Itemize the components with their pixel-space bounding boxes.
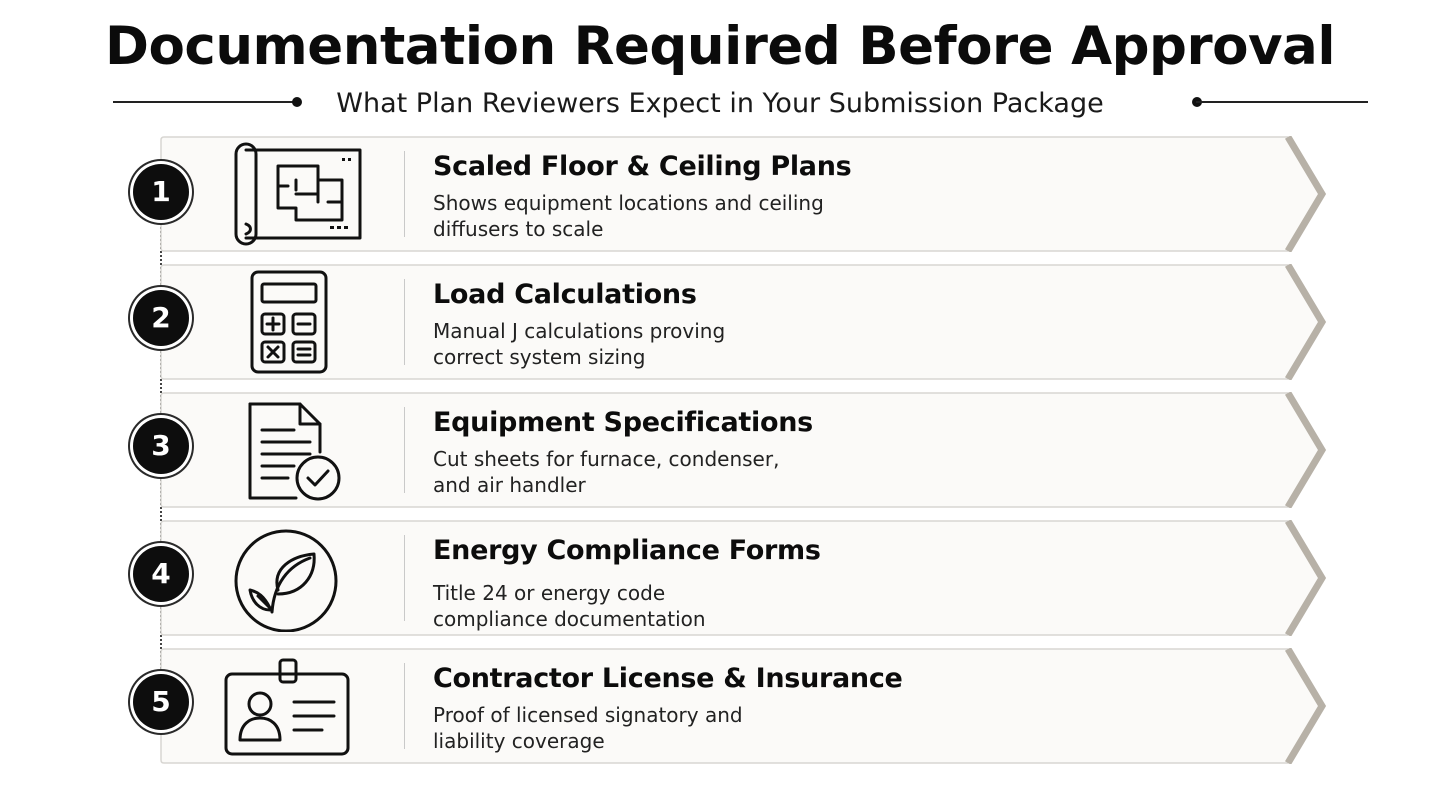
row-divider (404, 151, 405, 237)
item-description-line: Title 24 or energy code (433, 581, 666, 605)
step-number-badge: 4 (133, 546, 189, 602)
row-divider (404, 535, 405, 621)
list-item-load-calculations (0, 264, 1440, 380)
floor-plan-icon (222, 140, 362, 248)
page-title: Documentation Required Before Approval (105, 16, 1335, 77)
item-description (433, 702, 903, 754)
item-description (433, 190, 903, 242)
list-item-energy-compliance (0, 520, 1440, 636)
item-description-line: Proof of licensed signatory and (433, 703, 743, 727)
id-badge-icon (222, 652, 362, 760)
item-heading: Equipment Specifications (433, 407, 813, 438)
calculator-icon (222, 268, 362, 376)
item-heading: Load Calculations (433, 279, 697, 310)
document-check-icon (222, 396, 362, 504)
step-number-badge: 1 (133, 164, 189, 220)
item-description-line: correct system sizing (433, 345, 646, 369)
item-description-line: diffusers to scale (433, 217, 604, 241)
item-heading: Scaled Floor & Ceiling Plans (433, 151, 852, 182)
leaf-icon (222, 524, 362, 632)
item-description (433, 580, 903, 632)
item-description-line: compliance documentation (433, 607, 706, 631)
step-number-badge: 3 (133, 418, 189, 474)
page-subtitle: What Plan Reviewers Expect in Your Submission Package (336, 88, 1104, 119)
list-item-contractor-license (0, 648, 1440, 764)
item-description (433, 318, 903, 370)
row-divider (404, 663, 405, 749)
item-description-line: Manual J calculations proving (433, 319, 726, 343)
step-number-badge: 5 (133, 674, 189, 730)
item-heading: Energy Compliance Forms (433, 535, 821, 566)
subtitle-row (0, 84, 1440, 124)
subtitle-rule-right (1196, 101, 1368, 103)
item-description-line: Shows equipment locations and ceiling (433, 191, 824, 215)
row-divider (404, 407, 405, 493)
list-item-equipment-specifications (0, 392, 1440, 508)
item-description (433, 446, 903, 498)
row-divider (404, 279, 405, 365)
item-heading: Contractor License & Insurance (433, 663, 903, 694)
item-description-line: and air handler (433, 473, 586, 497)
item-description-line: liability coverage (433, 729, 605, 753)
step-number-badge: 2 (133, 290, 189, 346)
item-description-line: Cut sheets for furnace, condenser, (433, 447, 780, 471)
list-item-floor-plans (0, 136, 1440, 252)
